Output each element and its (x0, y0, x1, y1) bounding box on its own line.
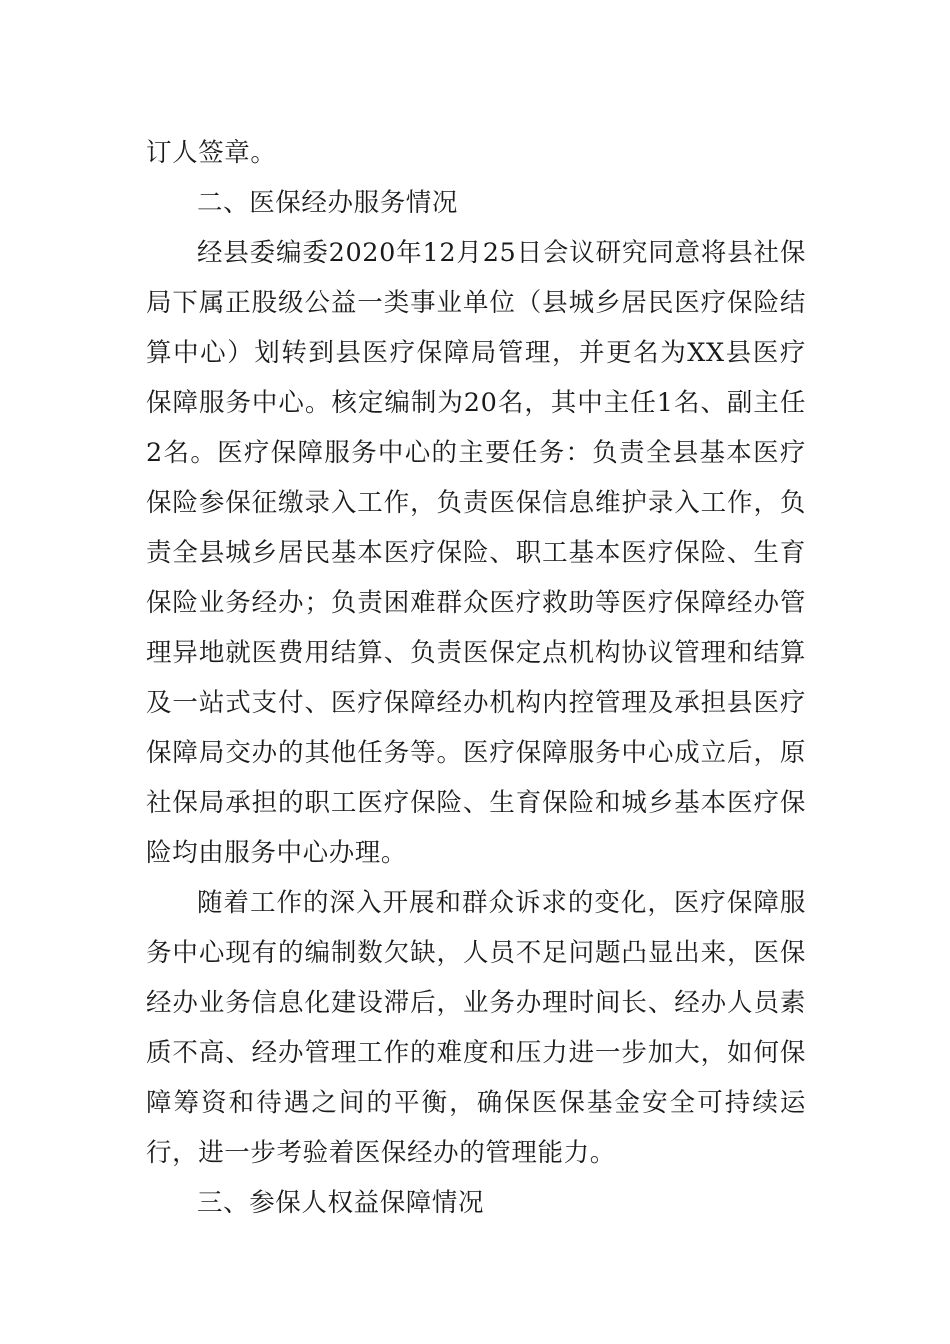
section-heading-2: 二、医保经办服务情况 (197, 188, 459, 218)
paragraph-service-center: 经县委编委2020年12月25日会议研究同意将县社保局下属正股级公益一类事业单位（县城乡居民医疗保险结算中心）划转到县医疗保障局管理，并更名为XX县医疗保障服务中心。核定编制为20名，其中主任1名、副主任2名。医疗保障服务中心的主要任务：负责全县基本医疗保险参保征缴录入工作，负责医保信息维护录入工作，负责全县城乡居民基本医疗保险、职工基本医疗保险、生育保险业务经办；负责困难群众医疗救助等医疗保障经办管理异地就医费用结算、负责医保定点机构协议管理和结算及一站式支付、医疗保障经办机构内控管理及承担县医疗保障局交办的其他任务等。医疗保障服务中心成立后，原社保局承担的职工医疗保险、生育保险和城乡基本医疗保险均由服务中心办理。 (146, 238, 806, 868)
paragraph-continuation: 订人签章。 (146, 138, 277, 168)
section-heading-3: 三、参保人权益保障情况 (197, 1188, 485, 1218)
document-body (146, 128, 806, 1228)
paragraph-problems: 随着工作的深入开展和群众诉求的变化，医疗保障服务中心现有的编制数欠缺，人员不足问题凸显出来，医保经办业务信息化建设滞后，业务办理时间长、经办人员素质不高、经办管理工作的难度和压力进一步加大，如何保障筹资和待遇之间的平衡，确保医保基金安全可持续运行，进一步考验着医保经办的管理能力。 (146, 888, 806, 1168)
